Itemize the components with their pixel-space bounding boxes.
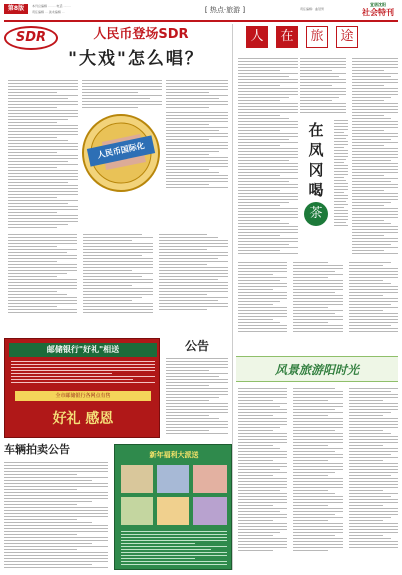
notice-title: 公告: [184, 339, 209, 353]
page-header: [4, 2, 398, 22]
bank-ad-text: [11, 361, 155, 387]
column-divider: [232, 24, 233, 570]
masthead-top: 宜居沈阳: [370, 2, 386, 7]
sdr-subheadline: "大戏"怎么唱？: [68, 49, 204, 69]
travel-banner: [236, 22, 398, 52]
page-number: 第8版: [4, 4, 28, 14]
tea-title-char: 在: [308, 121, 324, 139]
bank-ad-promo: 好礼 感恩: [52, 411, 114, 427]
right-editor: 责任编辑：曲冠男: [300, 7, 325, 11]
story2-title: 风景旅游阳时光: [274, 363, 359, 377]
banner-char: 旅: [306, 26, 328, 48]
header-info: 本刊总编辑 ········ 电话 ········: [32, 4, 72, 8]
tea-title-char: 喝: [308, 181, 324, 199]
photo-ad-text: [121, 531, 227, 567]
sdr-column-1: [8, 80, 78, 230]
masthead-title: 社会特刊: [362, 8, 394, 17]
bank-ad: [4, 338, 160, 438]
sdr-column-3-top: [166, 80, 228, 110]
bank-ad-subtitle: 全市邮储银行各网点有售: [15, 391, 151, 401]
header-editors: 责任编辑 ··· 美术编辑 ···: [32, 10, 65, 14]
banner-char: 人: [246, 26, 268, 48]
story2-body: [238, 388, 398, 570]
sdr-headline: 人民币登场SDR: [93, 27, 189, 42]
auction-title: 车辆拍卖公告: [4, 443, 70, 456]
photo-thumbnail: [193, 465, 227, 493]
photo-thumbnail: [121, 465, 153, 493]
travel-column-2-top: [300, 58, 346, 116]
masthead: [358, 2, 398, 20]
tea-title-badge: 茶: [304, 202, 328, 226]
photo-thumbnail: [157, 497, 189, 525]
banner-char: 在: [276, 26, 298, 48]
story2-banner: [236, 356, 398, 382]
travel-column-3: [352, 58, 398, 258]
travel-column-1: [238, 58, 298, 258]
photo-thumbnail: [193, 497, 227, 525]
section-title: [ 热点·旅游 ]: [204, 6, 246, 14]
auction-text: [4, 462, 108, 570]
sdr-body-bottom: [8, 234, 228, 334]
travel-column-2-side: [334, 120, 348, 230]
photo-thumbnail: [121, 497, 153, 525]
tea-title-char: 凤: [308, 141, 324, 159]
tea-title-char: 冈: [308, 161, 324, 179]
auction-block: [4, 442, 110, 572]
rmb-illustration: [80, 112, 162, 194]
travel-body-mid: [238, 262, 398, 352]
banner-char: 途: [336, 26, 358, 48]
photo-ad-title: 新年福利大派送: [149, 451, 199, 459]
notice-text: [166, 358, 228, 436]
sdr-column-2-top: [82, 80, 162, 110]
notice-block: [164, 338, 230, 438]
sdr-column-3-mid: [166, 112, 228, 192]
tea-title: [300, 120, 332, 232]
photo-ad: [114, 444, 232, 570]
photo-thumbnail: [157, 465, 189, 493]
bank-ad-title: 邮储银行"好礼"相送: [9, 343, 157, 357]
currency-label: 人民币国际化: [87, 135, 155, 166]
sdr-logo: SDR: [4, 26, 58, 50]
sdr-headline-block: [4, 24, 230, 74]
